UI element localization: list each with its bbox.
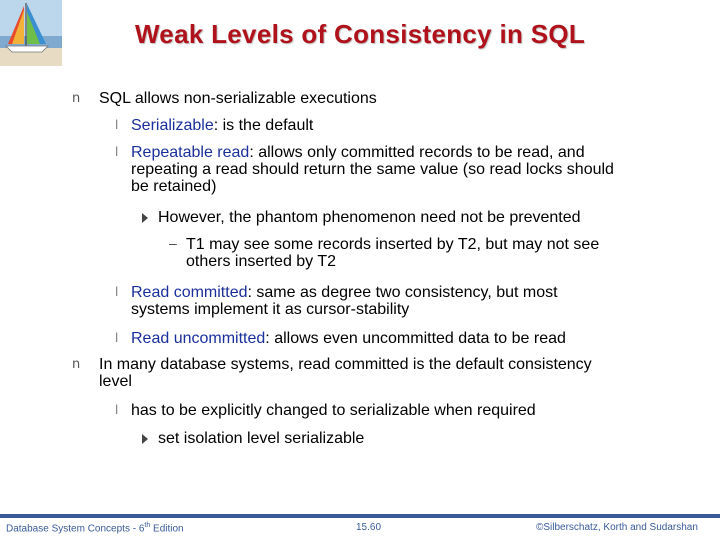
bullet-1d <box>131 330 566 347</box>
arrow-bullet-icon <box>142 434 148 444</box>
bullet-1c-line1 <box>131 284 558 301</box>
bullet-marker: n <box>72 91 81 106</box>
bullet-1c-rest: : same as degree two consistency, but most <box>247 284 558 301</box>
bullet-1d-rest: : allows even uncommitted data to be read <box>265 330 566 347</box>
bullet-1b-line2: repeating a read should return the same value (so read locks should <box>131 161 614 178</box>
arrow-bullet-icon <box>142 213 148 223</box>
sub-bullet-marker: l <box>115 331 119 345</box>
bullet-1a-rest: : is the default <box>213 117 314 134</box>
bullet-1b-line1 <box>131 144 585 161</box>
bullet-marker: n <box>72 357 81 372</box>
sub-bullet-marker: l <box>115 145 119 159</box>
bullet-1a <box>131 117 313 134</box>
term-repeatable-read: Repeatable read <box>131 144 250 161</box>
bullet-dash-line1: T1 may see some records inserted by T2, but may not see <box>186 236 600 253</box>
bullet-2-line1: In many database systems, read committed is the default consistency <box>99 356 592 373</box>
footer-edition-sup: th <box>144 522 151 529</box>
sub-bullet-marker: l <box>115 285 119 299</box>
bullet-1b-line3: be retained) <box>131 178 217 195</box>
sub-bullet-marker: l <box>115 118 119 132</box>
bullet-1-text: SQL allows non-serializable executions <box>99 90 377 107</box>
footer-book-suffix: Edition <box>150 523 184 535</box>
term-serializable: Serializable <box>131 117 214 134</box>
bullet-2a-i-command: set isolation level serializable <box>158 430 365 447</box>
bullet-1b-rest: : allows only committed records to be read, and <box>249 144 585 161</box>
bullet-dash-line2: others inserted by T2 <box>186 253 337 270</box>
bullet-1b-i: However, the phantom phenomenon need not be prevented <box>158 209 581 226</box>
footer-book-title <box>6 522 184 534</box>
bullet-2a: has to be explicitly changed to serializable when required <box>131 402 536 419</box>
term-read-uncommitted: Read uncommitted <box>131 330 266 347</box>
bullet-1c-line2: systems implement it as cursor-stability <box>131 301 410 318</box>
footer-divider <box>0 514 720 518</box>
footer-page-number: 15.60 <box>356 522 382 533</box>
bullet-2-line2: level <box>99 373 132 390</box>
slide-title: Weak Levels of Consistency in SQL <box>134 19 586 49</box>
term-read-committed: Read committed <box>131 284 248 301</box>
sub-bullet-marker: l <box>115 403 119 417</box>
footer-book-prefix: Database System Concepts - 6 <box>6 523 145 535</box>
dash-bullet: – <box>169 235 177 251</box>
footer-copyright: ©Silberschatz, Korth and Sudarshan <box>536 522 698 533</box>
